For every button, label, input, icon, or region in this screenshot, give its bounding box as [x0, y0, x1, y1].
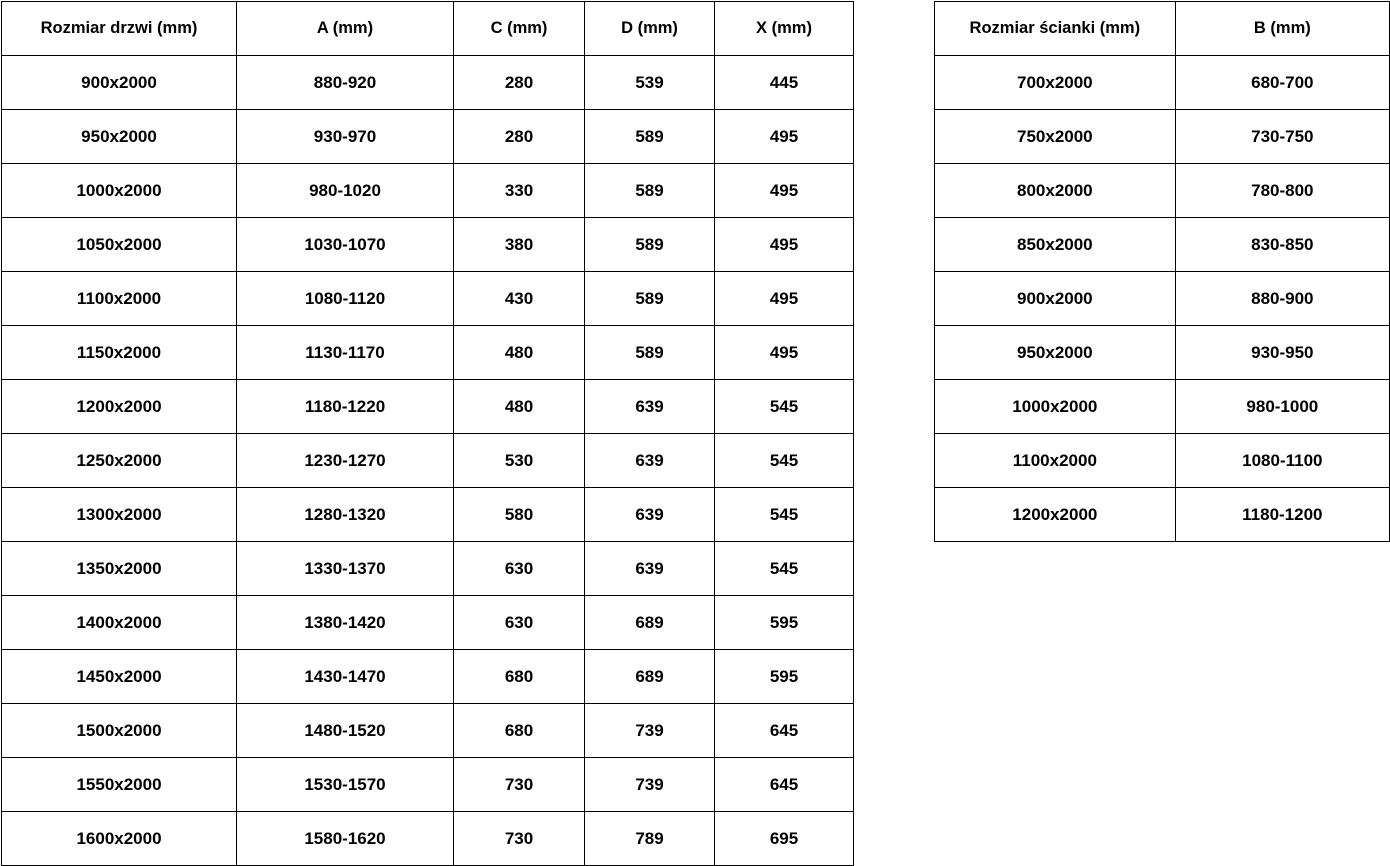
column-header-wall-size: Rozmiar ścianki (mm) — [935, 2, 1176, 56]
cell-b: 930-950 — [1175, 326, 1389, 380]
cell-c: 730 — [454, 812, 585, 866]
table-row — [2, 650, 854, 704]
cell-c: 680 — [454, 704, 585, 758]
cell-d: 539 — [585, 56, 715, 110]
cell-c: 430 — [454, 272, 585, 326]
cell-door-size: 1200x2000 — [2, 380, 237, 434]
cell-x: 495 — [715, 218, 854, 272]
cell-x: 495 — [715, 272, 854, 326]
cell-door-size: 900x2000 — [2, 56, 237, 110]
cell-wall-size: 900x2000 — [935, 272, 1176, 326]
cell-d: 739 — [585, 758, 715, 812]
cell-c: 530 — [454, 434, 585, 488]
table-row — [935, 56, 1390, 110]
column-header-c: C (mm) — [454, 2, 585, 56]
table-row — [935, 326, 1390, 380]
door-table-header — [2, 2, 854, 56]
table-header-row — [935, 2, 1390, 56]
column-header-d: D (mm) — [585, 2, 715, 56]
cell-door-size: 1350x2000 — [2, 542, 237, 596]
cell-x: 545 — [715, 380, 854, 434]
cell-a: 1130-1170 — [237, 326, 454, 380]
cell-b: 730-750 — [1175, 110, 1389, 164]
cell-door-size: 1000x2000 — [2, 164, 237, 218]
cell-x: 545 — [715, 488, 854, 542]
cell-a: 1380-1420 — [237, 596, 454, 650]
cell-wall-size: 750x2000 — [935, 110, 1176, 164]
table-row — [2, 164, 854, 218]
cell-wall-size: 1100x2000 — [935, 434, 1176, 488]
cell-d: 639 — [585, 434, 715, 488]
cell-a: 1030-1070 — [237, 218, 454, 272]
table-row — [935, 272, 1390, 326]
cell-a: 980-1020 — [237, 164, 454, 218]
cell-a: 1180-1220 — [237, 380, 454, 434]
cell-a: 880-920 — [237, 56, 454, 110]
cell-d: 589 — [585, 218, 715, 272]
cell-d: 639 — [585, 488, 715, 542]
cell-a: 1530-1570 — [237, 758, 454, 812]
cell-door-size: 1550x2000 — [2, 758, 237, 812]
cell-x: 445 — [715, 56, 854, 110]
cell-x: 495 — [715, 326, 854, 380]
cell-a: 1230-1270 — [237, 434, 454, 488]
table-row — [2, 704, 854, 758]
table-row — [2, 56, 854, 110]
cell-b: 780-800 — [1175, 164, 1389, 218]
cell-wall-size: 850x2000 — [935, 218, 1176, 272]
cell-a: 1280-1320 — [237, 488, 454, 542]
cell-door-size: 1500x2000 — [2, 704, 237, 758]
wall-table-body — [935, 56, 1390, 542]
cell-d: 639 — [585, 542, 715, 596]
door-table-body — [2, 56, 854, 866]
table-row — [935, 110, 1390, 164]
cell-x: 495 — [715, 110, 854, 164]
cell-x: 645 — [715, 758, 854, 812]
cell-b: 880-900 — [1175, 272, 1389, 326]
cell-x: 495 — [715, 164, 854, 218]
cell-a: 1580-1620 — [237, 812, 454, 866]
cell-wall-size: 950x2000 — [935, 326, 1176, 380]
cell-c: 580 — [454, 488, 585, 542]
door-dimensions-table — [1, 1, 854, 866]
cell-c: 630 — [454, 596, 585, 650]
cell-a: 1330-1370 — [237, 542, 454, 596]
cell-door-size: 1600x2000 — [2, 812, 237, 866]
cell-b: 980-1000 — [1175, 380, 1389, 434]
table-row — [935, 380, 1390, 434]
cell-d: 589 — [585, 272, 715, 326]
cell-wall-size: 1000x2000 — [935, 380, 1176, 434]
cell-c: 380 — [454, 218, 585, 272]
cell-d: 589 — [585, 110, 715, 164]
cell-b: 1180-1200 — [1175, 488, 1389, 542]
cell-x: 545 — [715, 542, 854, 596]
table-row — [2, 812, 854, 866]
table-row — [2, 758, 854, 812]
cell-door-size: 950x2000 — [2, 110, 237, 164]
table-row — [935, 218, 1390, 272]
cell-d: 739 — [585, 704, 715, 758]
cell-door-size: 1450x2000 — [2, 650, 237, 704]
wall-dimensions-table — [934, 1, 1390, 542]
cell-c: 630 — [454, 542, 585, 596]
cell-x: 695 — [715, 812, 854, 866]
cell-c: 280 — [454, 110, 585, 164]
cell-b: 680-700 — [1175, 56, 1389, 110]
table-row — [935, 164, 1390, 218]
cell-d: 689 — [585, 650, 715, 704]
cell-door-size: 1100x2000 — [2, 272, 237, 326]
cell-a: 930-970 — [237, 110, 454, 164]
cell-door-size: 1050x2000 — [2, 218, 237, 272]
column-header-a: A (mm) — [237, 2, 454, 56]
cell-x: 595 — [715, 650, 854, 704]
cell-door-size: 1250x2000 — [2, 434, 237, 488]
cell-x: 645 — [715, 704, 854, 758]
table-row — [2, 218, 854, 272]
table-row — [2, 488, 854, 542]
cell-d: 589 — [585, 164, 715, 218]
cell-c: 730 — [454, 758, 585, 812]
table-row — [2, 326, 854, 380]
cell-d: 789 — [585, 812, 715, 866]
wall-table-header — [935, 2, 1390, 56]
table-row — [935, 488, 1390, 542]
cell-x: 595 — [715, 596, 854, 650]
cell-c: 480 — [454, 380, 585, 434]
cell-d: 689 — [585, 596, 715, 650]
cell-d: 639 — [585, 380, 715, 434]
cell-door-size: 1150x2000 — [2, 326, 237, 380]
table-row — [2, 542, 854, 596]
table-header-row — [2, 2, 854, 56]
cell-c: 330 — [454, 164, 585, 218]
cell-door-size: 1400x2000 — [2, 596, 237, 650]
cell-a: 1430-1470 — [237, 650, 454, 704]
cell-b: 830-850 — [1175, 218, 1389, 272]
cell-a: 1080-1120 — [237, 272, 454, 326]
column-header-x: X (mm) — [715, 2, 854, 56]
table-row — [2, 272, 854, 326]
cell-c: 480 — [454, 326, 585, 380]
cell-wall-size: 1200x2000 — [935, 488, 1176, 542]
cell-wall-size: 700x2000 — [935, 56, 1176, 110]
table-row — [2, 380, 854, 434]
column-header-door-size: Rozmiar drzwi (mm) — [2, 2, 237, 56]
cell-c: 680 — [454, 650, 585, 704]
cell-d: 589 — [585, 326, 715, 380]
table-row — [2, 434, 854, 488]
cell-wall-size: 800x2000 — [935, 164, 1176, 218]
cell-x: 545 — [715, 434, 854, 488]
cell-c: 280 — [454, 56, 585, 110]
column-header-b: B (mm) — [1175, 2, 1389, 56]
table-row — [2, 596, 854, 650]
cell-door-size: 1300x2000 — [2, 488, 237, 542]
cell-b: 1080-1100 — [1175, 434, 1389, 488]
table-row — [2, 110, 854, 164]
table-row — [935, 434, 1390, 488]
cell-a: 1480-1520 — [237, 704, 454, 758]
